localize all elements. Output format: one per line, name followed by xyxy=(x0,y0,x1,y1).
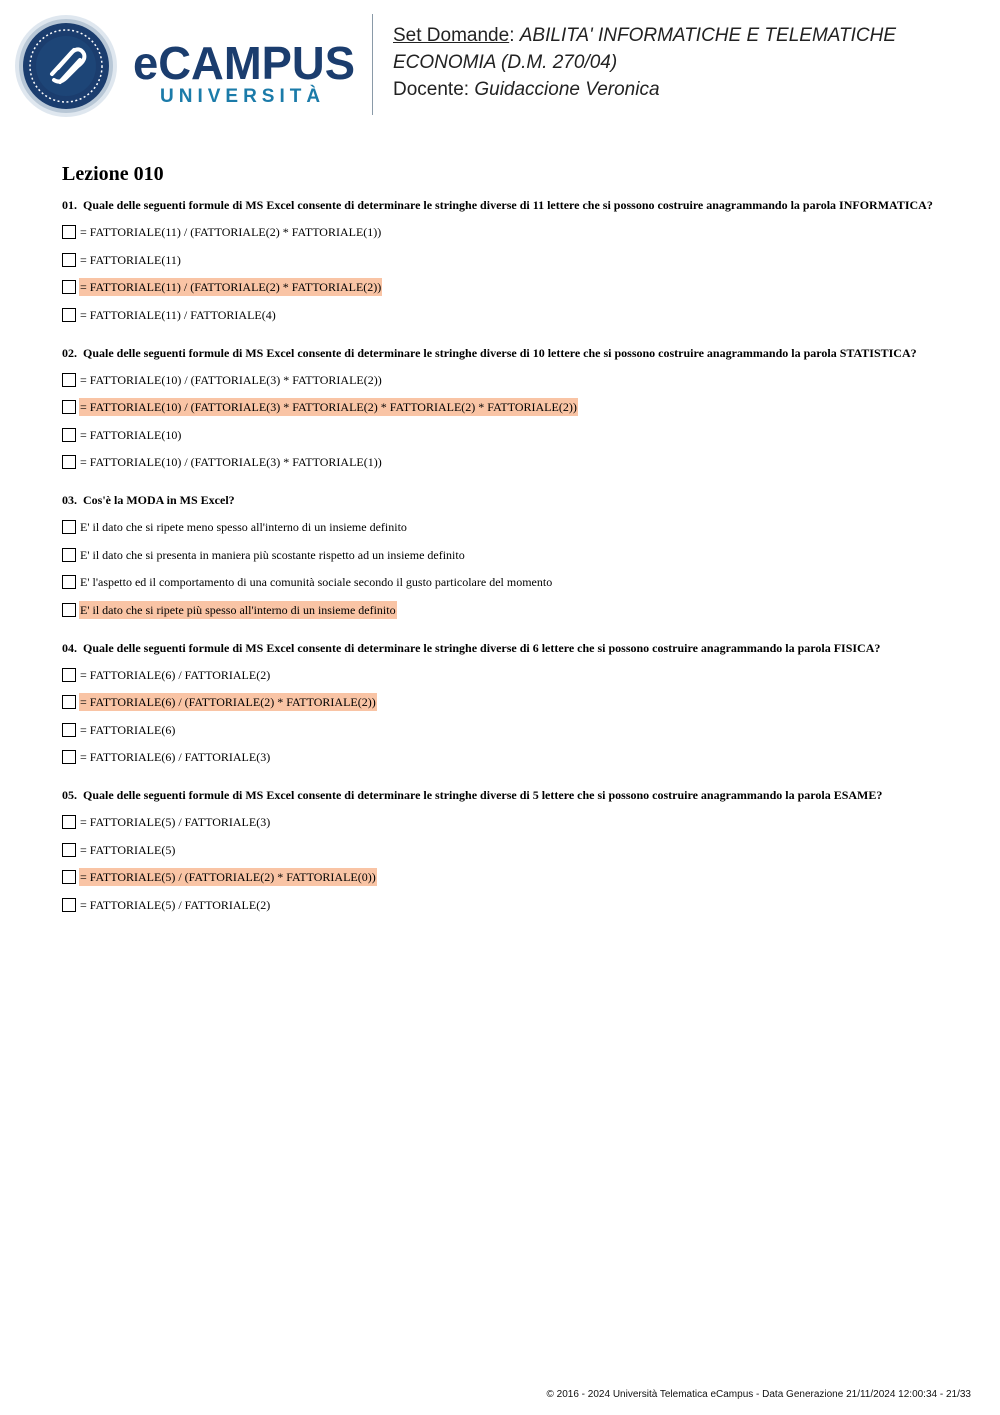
answer-option[interactable] xyxy=(62,306,942,324)
question-body: Quale delle seguenti formule di MS Excel consente di determinare le stringhe diverse di 11 lettere che si possono costruire anagrammando la parola INFORMATICA? xyxy=(83,198,933,212)
answer-checkbox[interactable] xyxy=(62,750,76,764)
answer-checkbox[interactable] xyxy=(62,843,76,857)
answer-label: = FATTORIALE(5) / FATTORIALE(3) xyxy=(80,815,271,829)
answer-option[interactable] xyxy=(62,371,942,389)
answer-label-correct: = FATTORIALE(6) / (FATTORIALE(2) * FATTORIALE(2)) xyxy=(80,695,376,709)
answer-option[interactable] xyxy=(62,813,942,831)
question-body: Cos'è la MODA in MS Excel? xyxy=(83,493,235,507)
header-divider xyxy=(372,14,373,115)
question-number: 01. xyxy=(62,198,77,212)
answer-option[interactable] xyxy=(62,748,942,766)
answer-checkbox[interactable] xyxy=(62,373,76,387)
teacher-name: Guidaccione Veronica xyxy=(474,79,660,100)
lesson-title: Lezione 010 xyxy=(62,163,164,185)
answer-checkbox[interactable] xyxy=(62,280,76,294)
answer-label: = FATTORIALE(6) xyxy=(80,722,176,737)
answer-option[interactable] xyxy=(62,223,942,241)
answer-checkbox[interactable] xyxy=(62,898,76,912)
answer-label: = FATTORIALE(10) xyxy=(80,427,182,442)
answer-label: = FATTORIALE(5) / FATTORIALE(2) xyxy=(80,897,271,912)
answer-label: E' il dato che si presenta in maniera più scostante rispetto ad un insieme definito xyxy=(80,547,465,562)
answer-label: E' il dato che si ripete meno spesso all'interno di un insieme definito xyxy=(80,520,407,534)
ecampus-wordmark xyxy=(133,38,358,86)
answer-checkbox[interactable] xyxy=(62,400,76,414)
answer-label: = FATTORIALE(11) / (FATTORIALE(2) * FATTORIALE(1)) xyxy=(80,225,382,239)
answer-checkbox[interactable] xyxy=(62,723,76,737)
answer-checkbox[interactable] xyxy=(62,308,76,322)
teacher-label: Docente xyxy=(393,79,464,100)
answer-option[interactable] xyxy=(62,666,942,684)
answer-checkbox[interactable] xyxy=(62,815,76,829)
answer-label-correct: = FATTORIALE(10) / (FATTORIALE(3) * FATTORIALE(2) * FATTORIALE(2) * FATTORIALE(2)) xyxy=(80,400,577,414)
answer-checkbox[interactable] xyxy=(62,870,76,884)
question-number: 04. xyxy=(62,640,77,655)
set-line: Set Domande: ABILITA' INFORMATICHE E TELEMATICHE xyxy=(393,25,897,46)
answer-checkbox[interactable] xyxy=(62,428,76,442)
answer-checkbox[interactable] xyxy=(62,548,76,562)
answer-option[interactable] xyxy=(62,573,942,591)
question-block xyxy=(62,198,942,324)
question-body: Quale delle seguenti formule di MS Excel consente di determinare le stringhe diverse di 10 lettere che si possono costruire anagrammando la parola STATISTICA? xyxy=(83,345,917,360)
answer-option[interactable] xyxy=(62,868,942,886)
answer-label: E' l'aspetto ed il comportamento di una comunità sociale secondo il gusto particolare del momento xyxy=(80,575,553,589)
header-info xyxy=(393,22,983,103)
answer-option[interactable] xyxy=(62,693,942,711)
answer-option[interactable] xyxy=(62,426,942,444)
set-label: Set Domande xyxy=(393,25,510,46)
answer-option[interactable] xyxy=(62,896,942,914)
answer-checkbox[interactable] xyxy=(62,225,76,239)
answer-label: = FATTORIALE(10) / (FATTORIALE(3) * FATTORIALE(2)) xyxy=(80,372,382,387)
answer-label: = FATTORIALE(5) xyxy=(80,842,176,857)
ecampus-subtitle: UNIVERSITÀ xyxy=(160,86,326,107)
set-title: ABILITA' INFORMATICHE E TELEMATICHE xyxy=(519,25,897,46)
svg-text:eCAMPUS: eCAMPUS xyxy=(133,38,355,86)
answer-label: = FATTORIALE(11) xyxy=(80,252,181,267)
answer-label-correct: E' il dato che si ripete più spesso all'interno di un insieme definito xyxy=(80,602,396,617)
question-text xyxy=(62,346,942,361)
question-body: Quale delle seguenti formule di MS Excel consente di determinare le stringhe diverse di 6 lettere che si possono costruire anagrammando la parola FISICA? xyxy=(83,640,881,655)
answer-checkbox[interactable] xyxy=(62,603,76,617)
answer-option[interactable] xyxy=(62,546,942,564)
answer-label: = FATTORIALE(11) / FATTORIALE(4) xyxy=(80,307,276,322)
question-block xyxy=(62,346,942,472)
question-number: 03. xyxy=(62,493,77,507)
question-number: 05. xyxy=(62,788,77,802)
answer-checkbox[interactable] xyxy=(62,455,76,469)
questions-content xyxy=(62,162,942,936)
answer-checkbox[interactable] xyxy=(62,668,76,682)
question-text xyxy=(62,198,942,213)
answer-label-correct: = FATTORIALE(11) / (FATTORIALE(2) * FATTORIALE(2)) xyxy=(80,280,382,294)
page-footer: © 2016 - 2024 Università Telematica eCampus - Data Generazione 21/11/2024 12:00:34 - 21/33 xyxy=(546,1389,971,1400)
answer-option[interactable] xyxy=(62,721,942,739)
teacher-line: Docente: Guidaccione Veronica xyxy=(393,79,660,100)
answer-option[interactable] xyxy=(62,841,942,859)
question-body: Quale delle seguenti formule di MS Excel consente di determinare le stringhe diverse di 5 lettere che si possono costruire anagrammando la parola ESAME? xyxy=(83,788,883,802)
answer-checkbox[interactable] xyxy=(62,520,76,534)
answer-option[interactable] xyxy=(62,601,942,619)
ecampus-seal-logo-icon xyxy=(14,14,118,118)
set-title-line-2: ECONOMIA (D.M. 270/04) xyxy=(393,52,618,73)
answer-option[interactable] xyxy=(62,278,942,296)
answer-label: = FATTORIALE(10) / (FATTORIALE(3) * FATTORIALE(1)) xyxy=(80,455,382,469)
question-text xyxy=(62,788,942,803)
page-header xyxy=(0,0,1000,130)
question-number: 02. xyxy=(62,345,77,360)
question-list xyxy=(62,198,942,914)
question-text xyxy=(62,641,942,656)
answer-checkbox[interactable] xyxy=(62,253,76,267)
answer-label: = FATTORIALE(6) / FATTORIALE(2) xyxy=(80,667,271,682)
answer-label-correct: = FATTORIALE(5) / (FATTORIALE(2) * FATTORIALE(0)) xyxy=(80,870,376,884)
answer-option[interactable] xyxy=(62,518,942,536)
answer-option[interactable] xyxy=(62,251,942,269)
answer-option[interactable] xyxy=(62,453,942,471)
question-block xyxy=(62,788,942,914)
question-block xyxy=(62,641,942,767)
answer-checkbox[interactable] xyxy=(62,575,76,589)
answer-label: = FATTORIALE(6) / FATTORIALE(3) xyxy=(80,750,271,764)
answer-option[interactable] xyxy=(62,398,942,416)
question-block xyxy=(62,493,942,619)
answer-checkbox[interactable] xyxy=(62,695,76,709)
question-text xyxy=(62,493,942,508)
